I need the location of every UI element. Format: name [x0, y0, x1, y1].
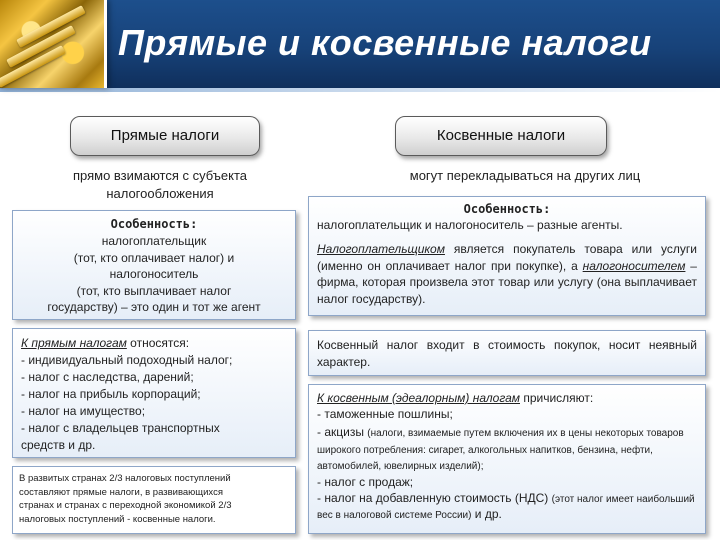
- feature-line: налогоноситель: [109, 267, 199, 281]
- direct-feature-box: [12, 210, 296, 320]
- list-item-lead: - акцизы: [317, 425, 368, 439]
- feature-text: – фирма, которая произвела этот товар или услугу (она выплачивает налог государству).: [317, 258, 697, 306]
- direct-taxes-list: [12, 328, 296, 458]
- feature-line: налогоплательщик: [101, 234, 207, 248]
- list-intro-emphasis: К косвенным (эдеалорным) налогам: [317, 391, 520, 405]
- subtitle-line: налогообложения: [106, 186, 214, 201]
- gold-bars-image: [0, 0, 107, 88]
- direct-taxes-heading: Прямые налоги: [70, 116, 260, 156]
- list-item-detail: (налоги, взимаемые путем включения их в цены некоторых товаров широкого потребления: сигарет, алкогольных напитков, бензина, нефти, автомобилей, ювелирных изделий);: [317, 428, 684, 472]
- list-item: - таможенные пошлины;: [317, 407, 453, 421]
- feature-text: является покупатель товара или услуги (именно он оплачивает налог при покупке), а: [317, 242, 697, 273]
- list-item: средств и др.: [21, 438, 96, 452]
- feature-line: государству) – это один и тот же агент: [47, 300, 261, 314]
- note-line: странах и странах с переходной экономикой 2/3: [19, 500, 232, 511]
- list-item: [317, 490, 697, 523]
- feature-line: (тот, кто выплачивает налог: [76, 283, 232, 298]
- indirect-taxes-heading: Косвенные налоги: [395, 116, 607, 156]
- header-divider: [0, 88, 720, 92]
- indirect-feature-box: [308, 196, 706, 316]
- list-item-tail: и др.: [471, 507, 502, 521]
- feature-line: (тот, кто оплачивает налог) и: [73, 250, 235, 265]
- list-item-lead: - налог на добавленную стоимость (НДС): [317, 490, 552, 505]
- list-intro-emphasis: К прямым налогам: [21, 336, 127, 350]
- list-intro: относятся:: [126, 336, 190, 350]
- feature-label: Особенность:: [110, 217, 198, 231]
- statistics-note: [12, 466, 296, 534]
- list-item: - налог на прибыль корпораций;: [21, 387, 201, 401]
- list-item: - налог с наследства, дарений;: [21, 370, 194, 384]
- subtitle-line: прямо взимаются с субъекта: [72, 168, 247, 183]
- note-line: В развитых странах 2/3 налоговых поступлений: [19, 473, 231, 484]
- note-line: составляют прямые налоги, в развивающихся: [19, 486, 223, 498]
- embedded-tax-box: Косвенный налог входит в стоимость покупок, носит неявный характер.: [308, 330, 706, 376]
- feature-paragraph: [317, 241, 697, 307]
- list-item: [317, 424, 697, 474]
- list-item: - индивидуальный подоходный налог;: [21, 353, 233, 367]
- list-item: - налог с продаж;: [317, 474, 414, 489]
- indirect-taxes-subtitle: могут перекладываться на других лиц: [409, 168, 641, 183]
- list-intro: причисляют:: [520, 391, 594, 405]
- payer-term: Налогоплательщиком: [317, 242, 445, 256]
- note-line: налоговых поступлений - косвенные налоги.: [19, 513, 216, 525]
- indirect-taxes-list: [308, 384, 706, 534]
- bearer-term: налогоносителем: [582, 258, 686, 273]
- list-item: - налог с владельцев транспортных: [21, 421, 220, 435]
- feature-label: Особенность:: [463, 202, 551, 216]
- list-item-detail: (этот налог имеет наибольший вес в налоговой системе России): [317, 493, 695, 521]
- direct-taxes-subtitle: [10, 167, 310, 203]
- page-title: Прямые и косвенные налоги: [118, 22, 652, 63]
- feature-line: налогоплательщик и налогоноситель – разные агенты.: [317, 218, 623, 232]
- list-item: - налог на имущество;: [21, 404, 146, 418]
